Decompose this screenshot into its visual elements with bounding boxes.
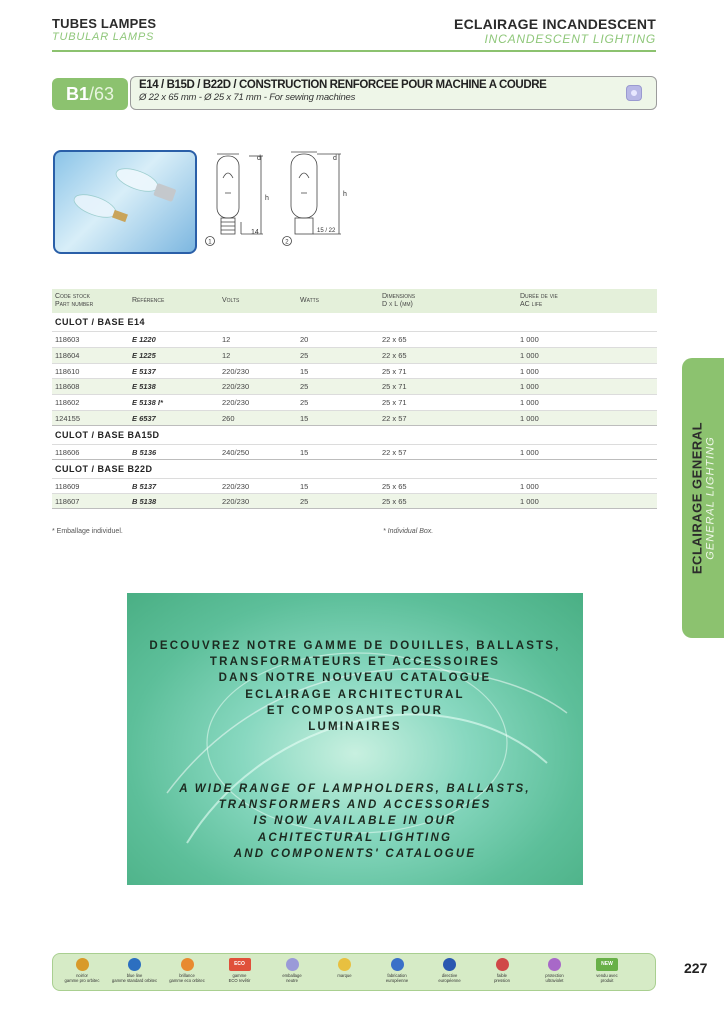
legend-label: emballage <box>282 973 302 978</box>
legend-item <box>530 958 580 983</box>
cell-volts: 220/230 <box>222 382 250 392</box>
table-row <box>52 347 657 363</box>
cell-dimensions: 22 x 65 <box>382 335 407 344</box>
legend-icon <box>338 958 351 971</box>
col-life <box>520 293 558 309</box>
promo-line-fr: ET COMPOSANTS POUR <box>266 704 444 717</box>
side-tab-general-lighting[interactable] <box>682 358 724 638</box>
header-divider <box>52 50 656 52</box>
table-row <box>52 493 657 509</box>
cell-life: 1 000 <box>520 413 539 423</box>
legend-sublabel: neutre <box>286 978 298 983</box>
legend-sublabel: européenne <box>438 978 461 983</box>
promo-line-en: ACHITECTURAL LIGHTING <box>257 831 453 844</box>
cell-life: 1 000 <box>520 382 539 392</box>
legend-icon <box>443 958 456 971</box>
cell-code: 118603 <box>55 335 80 344</box>
legend-icon: NEW <box>596 958 618 971</box>
footnote-en: * Individual Box. <box>383 528 434 535</box>
promo-line-fr: LUMINAIRES <box>308 721 402 734</box>
label-num-2: 2 <box>285 239 289 246</box>
table-row <box>52 410 657 426</box>
label-h-2: h <box>343 191 347 198</box>
section-code-badge <box>52 78 128 110</box>
cell-code: 118602 <box>55 398 80 408</box>
label-14: 14 <box>251 229 259 236</box>
promo-banner <box>127 593 583 885</box>
cell-dimensions: 25 x 65 <box>382 481 407 491</box>
lamp-1-outline <box>217 156 239 218</box>
table-row <box>52 363 657 379</box>
cell-dimensions: 22 x 57 <box>382 413 407 423</box>
table-row <box>52 331 657 347</box>
legend-sublabel: pression <box>494 978 510 983</box>
promo-text-fr <box>127 638 583 735</box>
table-row <box>52 478 657 494</box>
label-d-2: d <box>333 155 337 162</box>
cell-life: 1 000 <box>520 447 539 457</box>
table-body <box>52 313 657 509</box>
lamp-e14-icon <box>71 190 128 222</box>
cell-reference: B 5136 <box>132 447 157 457</box>
lamp-bayonet-icon <box>113 164 176 202</box>
legend-item <box>425 958 475 983</box>
cell-dimensions: 25 x 65 <box>382 497 407 507</box>
cell-watts: 15 <box>300 447 309 457</box>
cell-reference: E 1225 <box>132 350 156 360</box>
col-dimensions <box>382 293 415 309</box>
cell-code: 118604 <box>55 350 80 360</box>
lamp-2-base <box>295 218 313 234</box>
cell-code: 118610 <box>55 366 80 376</box>
promo-line-fr: DANS NOTRE NOUVEAU CATALOGUE <box>218 672 492 685</box>
side-tab-en: GENERAL LIGHTING <box>704 436 717 560</box>
cell-volts: 240/250 <box>222 447 250 457</box>
cell-reference: E 6537 <box>132 413 156 423</box>
legend-item <box>57 958 107 983</box>
legend-item <box>477 958 527 983</box>
legend-icon: ECO <box>229 958 251 971</box>
product-table <box>52 289 657 509</box>
legend-sublabel: gamme pro orbitec <box>64 978 100 983</box>
legend-item <box>582 958 632 983</box>
cell-watts: 20 <box>300 335 309 344</box>
lamp-photo-illustration <box>55 152 195 252</box>
header-right <box>454 16 656 46</box>
label-num-1: 1 <box>208 239 212 246</box>
label-15-22: 15 / 22 <box>317 228 336 234</box>
col-reference: Référence <box>132 297 165 304</box>
dimension-diagram <box>205 148 365 253</box>
col-dim-en: D x L (mm) <box>382 301 413 308</box>
neutral-packaging-icon <box>626 85 642 101</box>
cell-watts: 15 <box>300 413 309 423</box>
promo-line-en: AND COMPONENTS' CATALOGUE <box>233 847 477 860</box>
table-group-label: CULOT / BASE BA15D <box>55 429 160 440</box>
cell-watts: 15 <box>300 366 309 376</box>
legend-sublabel: ECO revêtir <box>228 978 251 983</box>
cell-volts: 12 <box>222 350 231 360</box>
col-dim-fr: Dimensions <box>382 293 416 300</box>
cell-watts: 25 <box>300 398 309 408</box>
cell-watts: 25 <box>300 350 309 360</box>
page-number: 227 <box>684 960 708 976</box>
label-d-1: d <box>257 155 261 162</box>
legend-icon <box>548 958 561 971</box>
side-tab-fr: ECLAIRAGE GENERAL <box>689 421 705 575</box>
legend-sublabel: européenne <box>385 978 409 983</box>
legend-label: brillance <box>179 973 195 978</box>
col-life-fr: Durée de vie <box>520 293 558 300</box>
side-tab-label <box>690 422 717 574</box>
cell-volts: 260 <box>222 413 235 423</box>
cell-life: 1 000 <box>520 497 539 507</box>
cell-dimensions: 22 x 65 <box>382 350 407 360</box>
section-code-page: /63 <box>88 84 115 104</box>
section-code-main: B1 <box>65 84 89 104</box>
legend-label: directive <box>441 973 458 978</box>
col-watts: Watts <box>300 297 320 304</box>
col-life-en: AC life <box>520 301 543 308</box>
legend-label: fabrication <box>387 973 407 978</box>
header-left <box>52 16 156 43</box>
table-row <box>52 394 657 410</box>
legend-item <box>320 958 370 978</box>
legend-sublabel: gamme eco orbitec <box>169 978 205 983</box>
cell-dimensions: 25 x 71 <box>382 398 407 408</box>
cell-life: 1 000 <box>520 481 539 491</box>
cell-code: 124155 <box>55 413 81 423</box>
legend-footer <box>52 953 656 991</box>
cell-volts: 220/230 <box>222 481 250 491</box>
product-photo <box>53 150 197 254</box>
legend-item <box>215 958 265 983</box>
cell-reference: B 5138 <box>132 497 157 507</box>
lamp-2-outline <box>291 154 317 218</box>
table-group-label: CULOT / BASE B22D <box>55 463 153 474</box>
promo-line-en: A WIDE RANGE OF LAMPHOLDERS, BALLASTS, <box>179 783 531 795</box>
legend-item <box>110 958 160 983</box>
promo-line-en: TRANSFORMERS AND ACCESSORIES <box>218 799 492 812</box>
cell-reference: E 5138 I* <box>132 398 163 408</box>
chapter-title-en: INCANDESCENT LIGHTING <box>484 32 656 46</box>
legend-label: protection <box>545 973 564 978</box>
cell-dimensions: 25 x 71 <box>382 382 407 392</box>
cell-life: 1 000 <box>520 366 539 376</box>
cell-reference: E 5138 <box>132 382 156 392</box>
legend-label: gamme <box>232 973 247 978</box>
legend-icon <box>286 958 299 971</box>
cell-life: 1 000 <box>520 335 539 344</box>
cell-volts: 220/230 <box>222 497 250 507</box>
cell-life: 1 000 <box>520 350 539 360</box>
chapter-title-fr: ECLAIRAGE INCANDESCENT <box>454 16 656 32</box>
label-h-1: h <box>265 195 269 202</box>
legend-item <box>267 958 317 983</box>
legend-icon <box>181 958 194 971</box>
legend-label: faible <box>496 973 507 978</box>
cell-volts: 220/230 <box>222 366 250 376</box>
category-title-en: TUBULAR LAMPS <box>52 31 155 43</box>
cell-code: 118607 <box>55 497 80 507</box>
col-code-fr: Code stock <box>55 293 90 300</box>
legend-sublabel: produit <box>600 978 614 983</box>
cell-watts: 15 <box>300 481 309 491</box>
cell-volts: 220/230 <box>222 398 250 408</box>
legend-label: noir/or <box>76 973 88 978</box>
promo-line-en: IS NOW AVAILABLE IN OUR <box>253 815 457 828</box>
table-header <box>52 289 657 313</box>
footnote-fr: * Emballage individuel. <box>52 528 123 535</box>
col-volts: Volts <box>222 297 240 304</box>
section-banner <box>130 76 657 110</box>
legend-sublabel: gamme standard orbitec <box>111 978 158 983</box>
cell-dimensions: 22 x 57 <box>382 447 407 457</box>
cell-volts: 12 <box>222 335 231 344</box>
legend-icon <box>128 958 141 971</box>
col-code <box>55 293 93 309</box>
legend-icon <box>496 958 509 971</box>
table-row <box>52 378 657 394</box>
legend-icon <box>76 958 89 971</box>
section-subtitle: Ø 22 x 65 mm - Ø 25 x 71 mm - For sewing machines <box>139 92 356 103</box>
section-title: E14 / B15D / B22D / CONSTRUCTION RENFORCEE POUR MACHINE A COUDRE <box>139 79 547 91</box>
cell-dimensions: 25 x 71 <box>382 366 407 376</box>
cell-reference: E 5137 <box>132 366 156 376</box>
legend-label: marque <box>337 973 352 978</box>
legend-sublabel: ultraviolet <box>545 978 564 983</box>
cell-reference: B 5137 <box>132 481 157 491</box>
legend-item <box>372 958 422 983</box>
cell-reference: E 1220 <box>132 335 156 344</box>
cell-code: 118609 <box>55 481 80 491</box>
promo-text-en <box>127 781 583 862</box>
legend-label: blue line <box>126 973 143 978</box>
legend-icon <box>391 958 404 971</box>
cell-life: 1 000 <box>520 398 539 408</box>
cell-watts: 25 <box>300 497 309 507</box>
legend-label: vendu avec <box>596 973 618 978</box>
cell-code: 118606 <box>55 447 80 457</box>
legend-item <box>162 958 212 983</box>
table-row <box>52 444 657 460</box>
cell-watts: 25 <box>300 382 309 392</box>
table-group-label: CULOT / BASE E14 <box>55 317 146 327</box>
promo-line-fr: TRANSFORMATEURS ET ACCESSOIRES <box>209 656 501 669</box>
promo-line-fr: DECOUVREZ NOTRE GAMME DE DOUILLES, BALLASTS, <box>149 640 561 652</box>
technical-drawings <box>205 148 365 253</box>
col-code-en: Part number <box>55 301 94 308</box>
category-title-fr: TUBES LAMPES <box>52 16 157 31</box>
cell-code: 118608 <box>55 382 80 392</box>
promo-line-fr: ECLAIRAGE ARCHITECTURAL <box>245 688 465 701</box>
